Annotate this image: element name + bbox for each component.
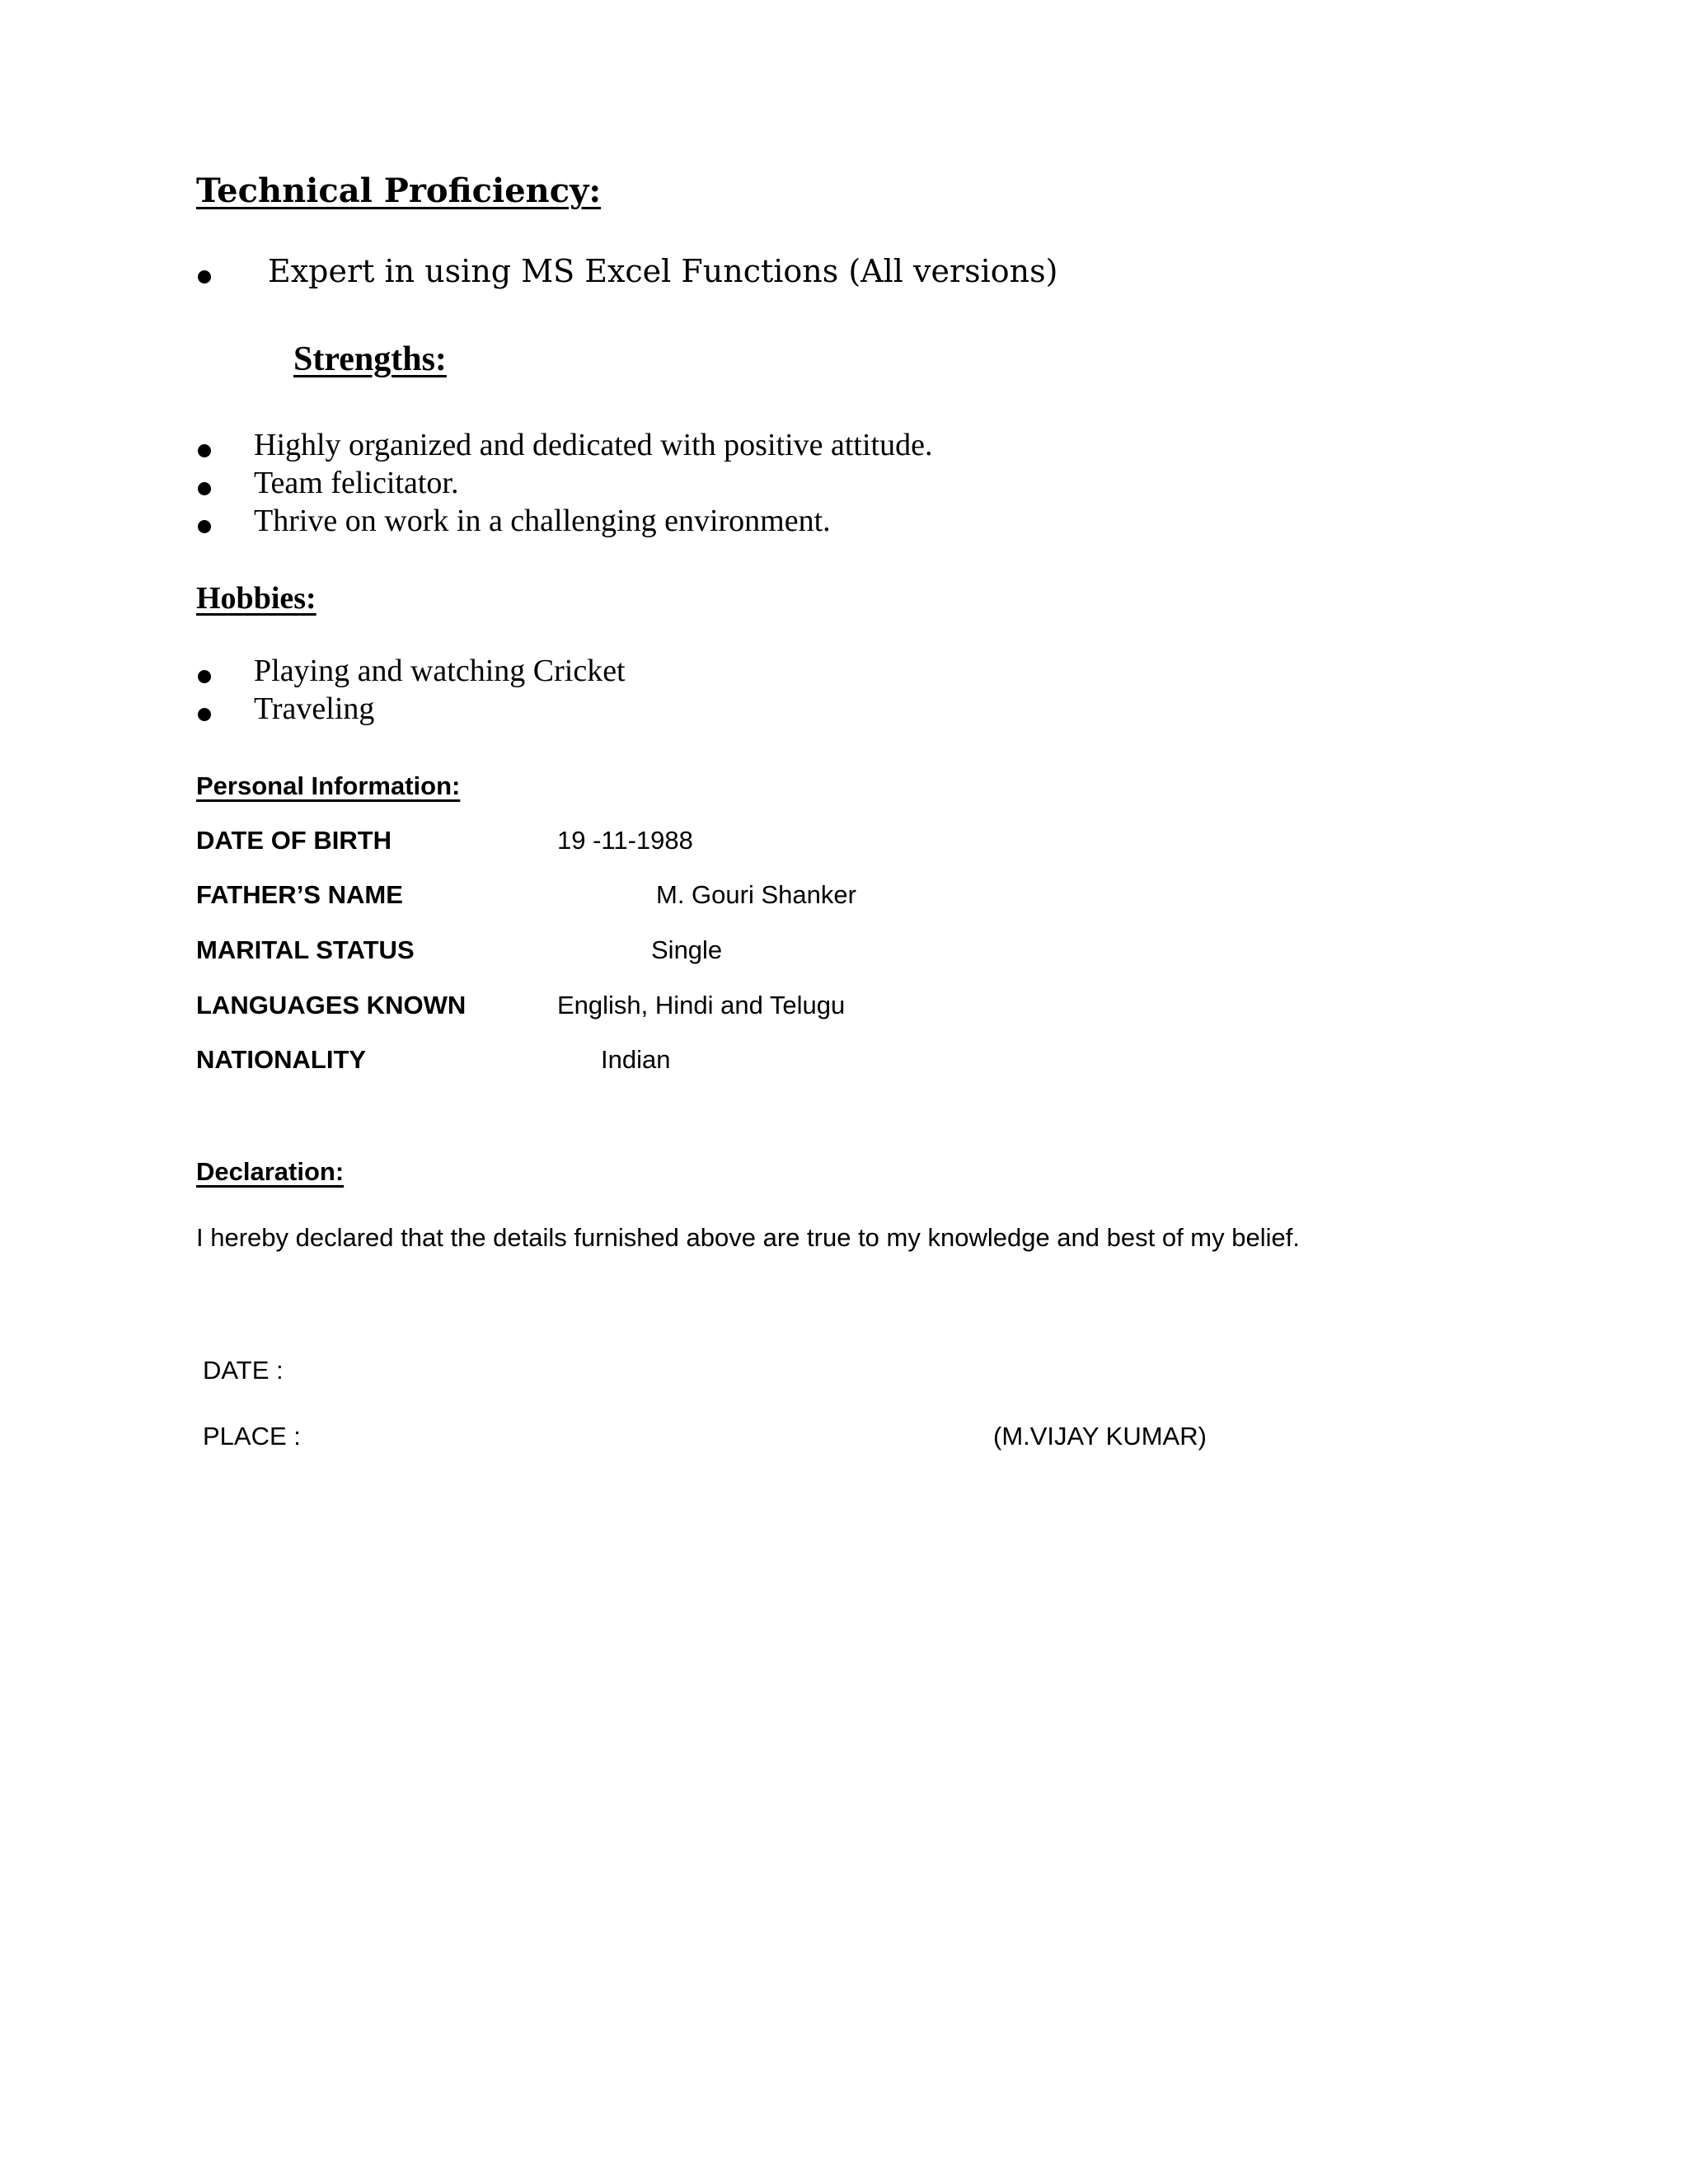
bullet-icon <box>198 482 211 495</box>
nationality-label: NATIONALITY <box>196 1045 367 1074</box>
nationality-value: Indian <box>601 1045 671 1074</box>
bullet-icon <box>198 708 211 721</box>
strengths-heading: Strengths: <box>293 340 447 378</box>
father-name-value: M. Gouri Shanker <box>656 880 856 909</box>
languages-value: English, Hindi and Telugu <box>557 991 846 1019</box>
hobby-item: Playing and watching Cricket <box>254 654 626 688</box>
personal-information-heading: Personal Information: <box>196 771 461 800</box>
dob-value: 19 -11-1988 <box>557 826 693 855</box>
languages-label: LANGUAGES KNOWN <box>196 991 467 1019</box>
hobbies-heading: Hobbies: <box>196 581 316 616</box>
declaration-heading: Declaration: <box>196 1157 345 1186</box>
declaration-text: I hereby declared that the details furnished above are true to my knowledge and best of my belief. <box>196 1223 1300 1252</box>
bullet-icon <box>198 270 211 284</box>
technical-item: Expert in using MS Excel Functions (All versions) <box>268 253 1058 289</box>
marital-status-value: Single <box>651 935 723 964</box>
father-name-label: FATHER’S NAME <box>196 880 403 909</box>
dob-label: DATE OF BIRTH <box>196 826 392 855</box>
date-label: DATE : <box>203 1356 284 1385</box>
signature-name: (M.VIJAY KUMAR) <box>993 1422 1207 1451</box>
bullet-icon <box>198 670 211 683</box>
strength-item: Team felicitator. <box>254 466 459 500</box>
technical-proficiency-heading: Technical Proficiency: <box>196 171 602 210</box>
strength-item: Thrive on work in a challenging environment. <box>254 504 831 538</box>
hobby-item: Traveling <box>254 691 375 726</box>
bullet-icon <box>198 444 211 457</box>
strength-item: Highly organized and dedicated with positive attitude. <box>254 428 933 462</box>
place-label: PLACE : <box>203 1422 301 1451</box>
marital-status-label: MARITAL STATUS <box>196 935 415 964</box>
bullet-icon <box>198 520 211 533</box>
